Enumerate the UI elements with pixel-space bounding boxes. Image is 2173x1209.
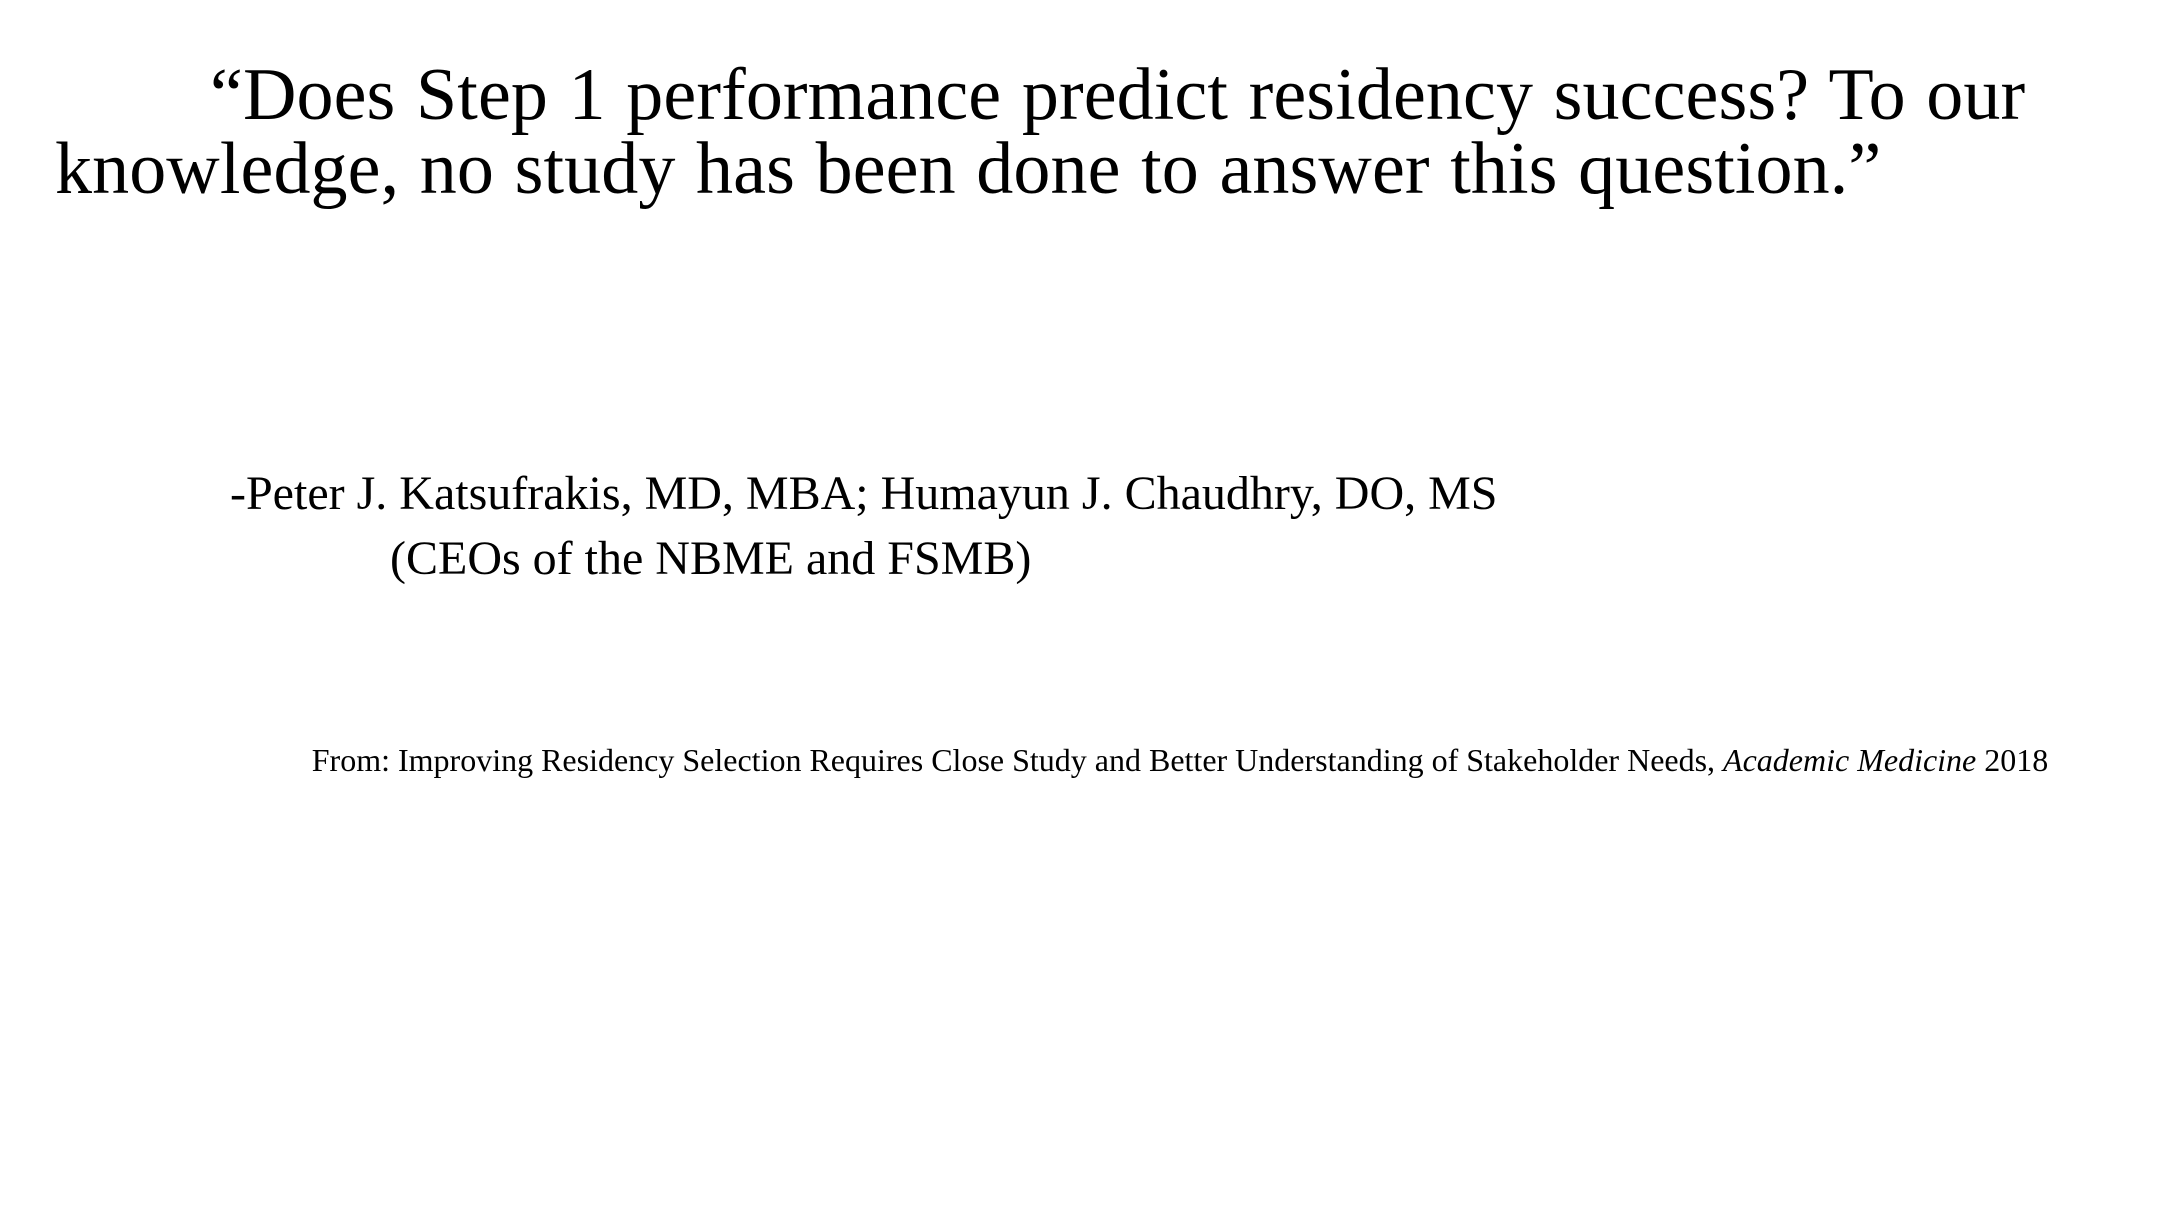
- quote-block: [55, 54, 2115, 210]
- source-journal: Academic Medicine: [1723, 742, 1977, 778]
- source-year: 2018: [1976, 742, 2049, 778]
- source-citation: [225, 740, 2135, 781]
- source-block: [225, 740, 2135, 781]
- quote-text: “Does Step 1 performance predict residency success? To our knowledge, no study has been done to answer this question.”: [55, 54, 2026, 210]
- source-prefix: From: Improving Residency Selection Requires Close Study and Better Understanding of Stakeholder Needs,: [311, 742, 1724, 778]
- attribution-roles: (CEOs of the NBME and FSMB): [390, 531, 1032, 585]
- attribution-authors: -Peter J. Katsufrakis, MD, MBA; Humayun J. Chaudhry, DO, MS: [230, 467, 1498, 520]
- attribution-block: [230, 462, 2090, 592]
